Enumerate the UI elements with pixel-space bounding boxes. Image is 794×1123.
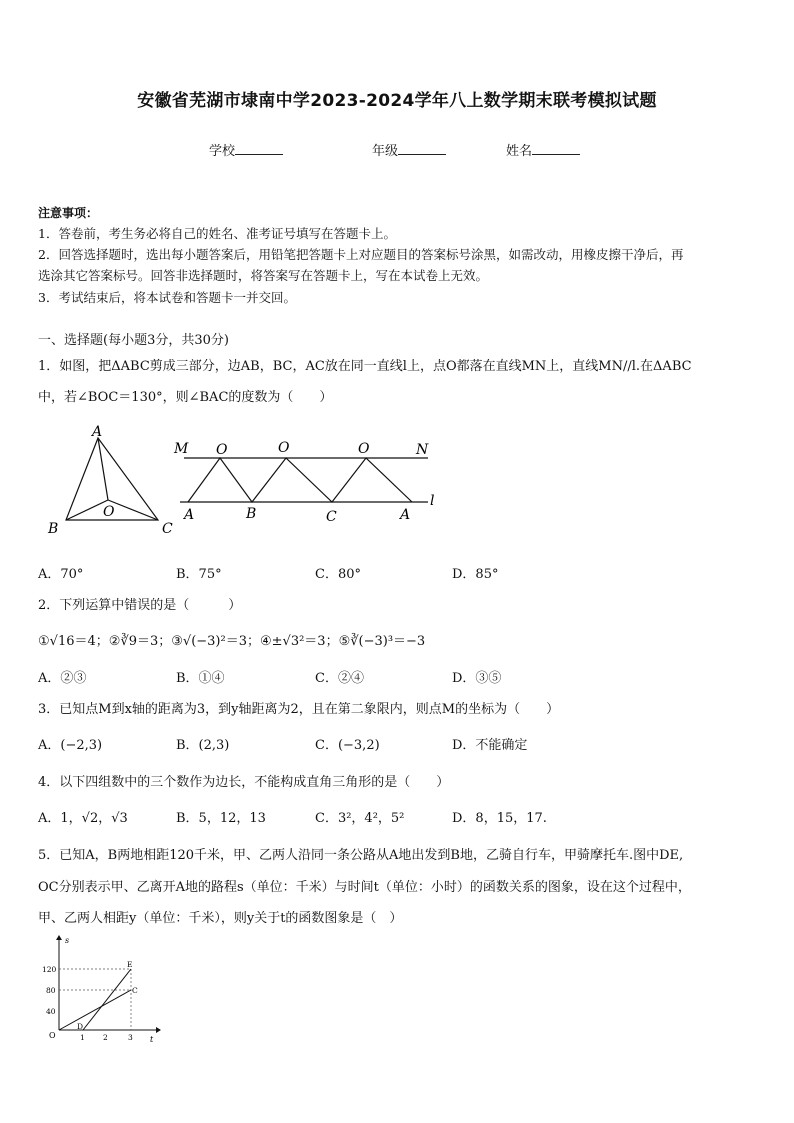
q2-stem: 2．下列运算中错误的是（ ） [38,598,242,613]
q4-stem: 4．以下四组数中的三个数作为边长，不能构成直角三角形的是（ ） [38,775,450,790]
notice-item-2-cont: 选涂其它答案标号。回答非选择题时，将答案写在答题卡上，写在本试卷上无效。 [38,268,489,283]
zigzag [188,458,412,502]
q1-option-a[interactable]: A．70° [38,567,84,582]
fig-label-a: A [92,424,103,440]
q2-option-c[interactable]: C．②④ [315,671,364,686]
q5-stem-line2: OC分别表示甲、乙离开A地的路程s（单位：千米）与时间t（单位：小时）的函数关系的图象，设在这个过程中， [38,880,691,895]
fig-label-o: O [103,504,115,520]
x-tick-2: 2 [103,1033,108,1042]
grade-blank[interactable] [398,142,446,155]
q4-option-b[interactable]: B．5，12，13 [176,811,266,826]
q4-option-d[interactable]: D．8，15，17. [452,811,547,826]
grade-field [372,140,446,159]
fig-label-n: N [416,442,429,458]
notice-item-2: 2．回答选择题时，选出每小题答案后，用铅笔把答题卡上对应题目的答案标号涂黑，如需改动，用橡皮擦干净后，再 [38,247,684,262]
school-blank[interactable] [235,142,283,155]
name-field [506,140,580,159]
q3-option-c[interactable]: C．(−3,2) [315,738,380,753]
q2-option-d[interactable]: D．③⑤ [452,671,502,686]
fig-label-a3: A [400,507,411,523]
point-label-e: E [127,960,133,969]
fig-label-o2: O [278,440,290,456]
fig-label-b2: B [246,506,257,522]
q2-expressions [38,630,425,649]
q3-option-a[interactable]: A．(−2,3) [38,738,103,753]
q1-figure [40,420,440,540]
q2-expr-3: ③√(−3)²＝3； [171,634,260,649]
point-label-d: D [77,1022,84,1031]
fig-label-b: B [48,521,59,537]
fig-label-a2: A [184,507,195,523]
y-tick-120: 120 [42,965,57,974]
q2-expr-4: ④±√3²＝3； [259,634,339,649]
school-field [209,140,283,159]
q2-expr-2: ②∛9＝3； [108,634,172,649]
q1-stem-line2: 中，若∠BOC＝130°，则∠BAC的度数为（ ） [38,390,333,405]
fig-label-m: M [174,441,189,457]
q1-option-d[interactable]: D．85° [452,567,499,582]
q5-stem-line1: 5．已知A，B两地相距120千米，甲、乙两人沿同一条公路从A地出发到B地，乙骑自行车，甲骑摩托车.图中DE, [38,848,684,863]
q4-option-c[interactable]: C．3²，4²，5² [315,811,405,826]
grade-label: 年级 [372,144,399,159]
fig-label-l: l [430,493,435,509]
q1-option-b[interactable]: B．75° [176,567,222,582]
point-label-c: C [132,986,138,995]
line-de [83,969,131,1030]
section-heading: 一、选择题(每小题3分，共30分) [38,333,229,348]
q4-option-a[interactable]: A．1，√2，√3 [38,811,128,826]
fig-label-o3: O [358,441,370,457]
s-axis-label: s [65,936,70,945]
fig-label-c: C [162,521,173,537]
x-tick-1: 1 [80,1033,85,1042]
fig-label-c2: C [326,509,337,525]
x-tick-3: 3 [128,1033,133,1042]
q1-stem-line1: 1．如图，把ΔABC剪成三部分，边AB，BC，AC放在同一直线l上，点O都落在直线MN上，直线MN//l.在ΔABC [38,359,692,374]
q2-expr-1: ①√16＝4； [38,634,109,649]
q3-option-b[interactable]: B．(2,3) [176,738,230,753]
name-label: 姓名 [506,144,533,159]
q2-option-b[interactable]: B．①④ [176,671,225,686]
page-title: 安徽省芜湖市埭南中学2023-2024学年八上数学期末联考模拟试题 [137,91,657,111]
notice-item-3: 3．考试结束后，将本试卷和答题卡一并交回。 [38,290,296,305]
q2-option-a[interactable]: A．②③ [38,671,87,686]
line-oc [59,990,131,1030]
school-label: 学校 [209,144,236,159]
notice-item-1: 1．答卷前，考生务必将自己的姓名、准考证号填写在答题卡上。 [38,226,396,241]
y-tick-40: 40 [46,1007,56,1016]
origin-label: O [49,1031,56,1040]
name-blank[interactable] [532,142,580,155]
y-tick-80: 80 [46,986,56,995]
q3-option-d[interactable]: D．不能确定 [452,738,528,753]
q5-graph [34,932,164,1050]
notice-heading: 注意事项： [38,206,99,220]
fig-label-o1: O [216,442,228,458]
q2-expr-5: ⑤∛(−3)³＝−3 [338,634,426,649]
q5-stem-line3: 甲、乙两人相距y（单位：千米），则y关于t的函数图象是（ ） [38,911,403,926]
t-axis-label: t [150,1035,154,1044]
q3-stem: 3．已知点M到x轴的距离为3，到y轴距离为2，且在第二象限内，则点M的坐标为（ ） [38,702,560,717]
q1-option-c[interactable]: C．80° [315,567,361,582]
